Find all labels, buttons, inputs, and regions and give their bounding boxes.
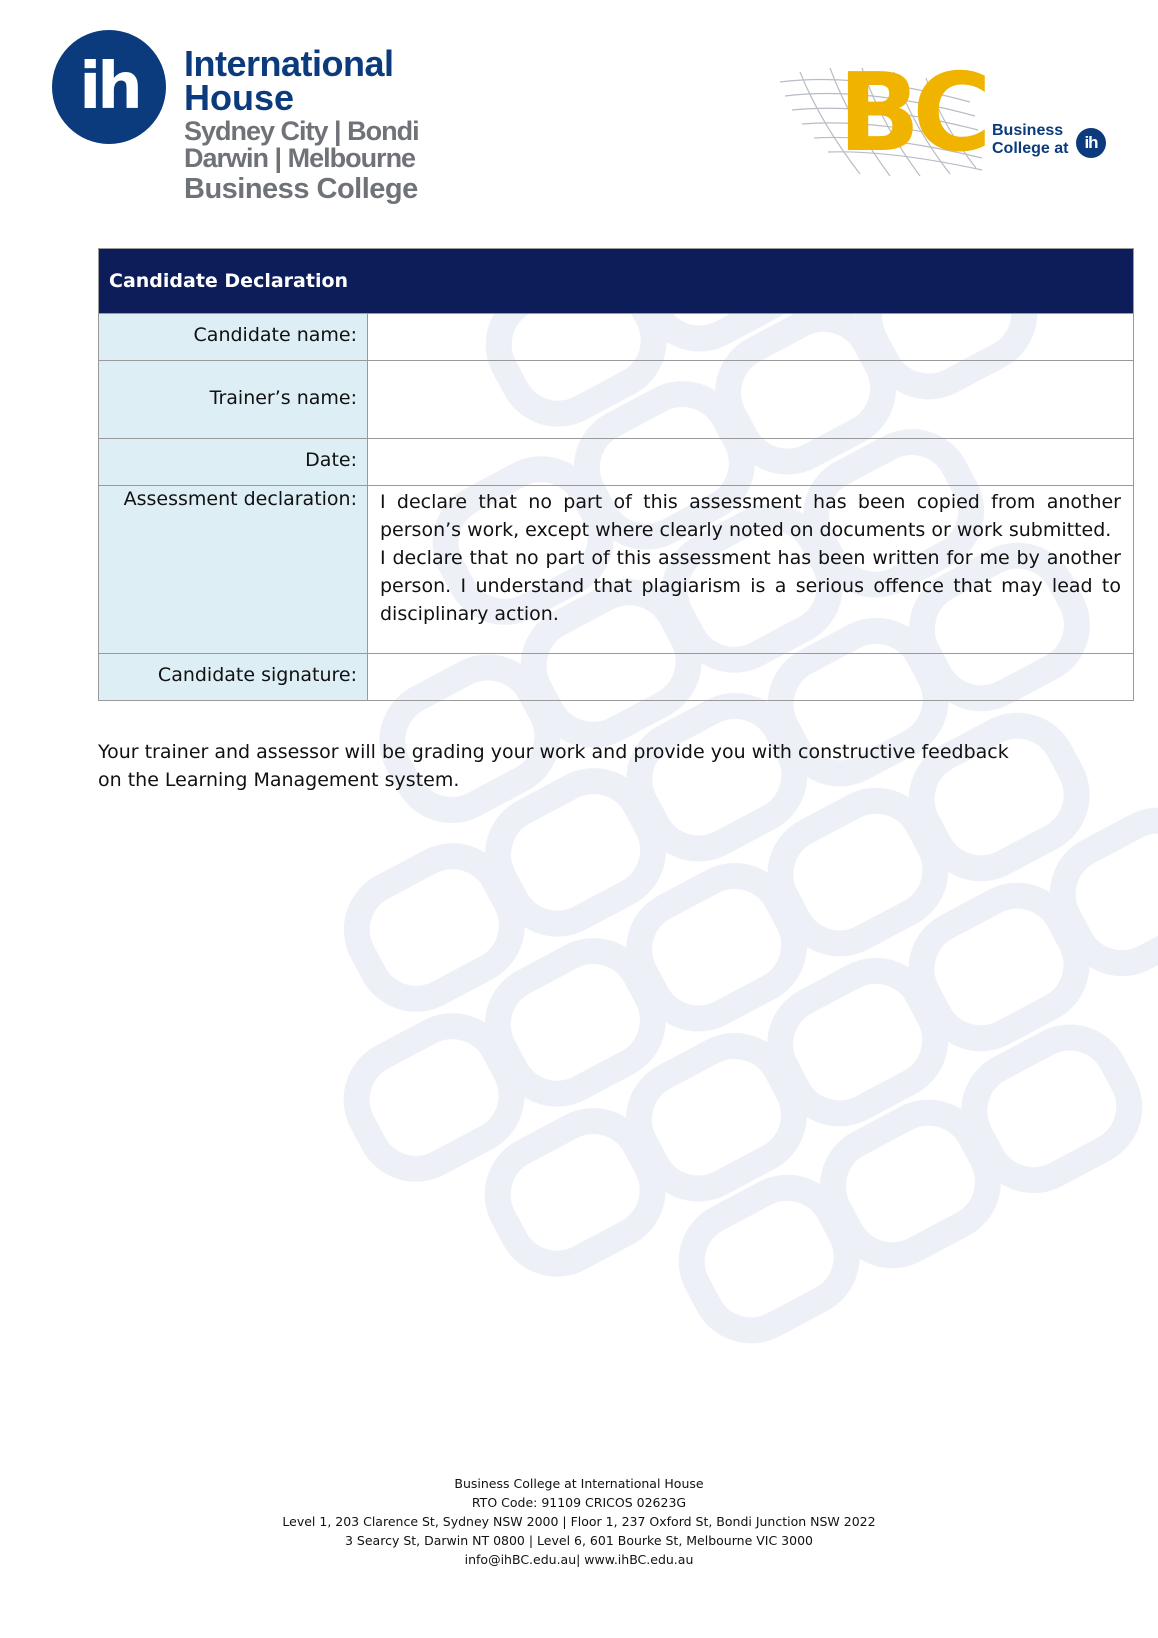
footer-line-rto: RTO Code: 91109 CRICOS 02623G	[471, 1495, 687, 1510]
bc-logo-caption	[992, 122, 1068, 157]
international-house-logo	[52, 30, 432, 215]
date-label: Date:	[99, 439, 368, 486]
trainer-name-label: Trainer’s name:	[99, 361, 368, 439]
feedback-note: Your trainer and assessor will be grading your work and provide you with constructive feedback on the Learning Management system.	[98, 741, 1009, 791]
business-college-logo	[770, 51, 1110, 182]
bc-logo-caption-line-1: Business	[992, 122, 1064, 139]
bc-logo-letters: BC	[838, 51, 984, 176]
bc-logo-ih-mark: ih	[1076, 128, 1106, 158]
assessment-declaration-label: Assessment declaration:	[99, 486, 368, 654]
trainer-name-field[interactable]	[368, 361, 1134, 439]
assessment-declaration-text	[368, 486, 1134, 654]
ih-logo-line-4: Darwin | Melbourne	[184, 143, 416, 173]
candidate-declaration-table	[98, 248, 1134, 701]
date-field[interactable]	[368, 439, 1134, 486]
ih-logo-line-5: Business College	[184, 173, 418, 205]
ih-logo-line-3: Sydney City | Bondi	[184, 116, 419, 146]
declaration-table-title: Candidate Declaration	[99, 249, 1134, 314]
footer-line-address-2: 3 Searcy St, Darwin NT 0800 | Level 6, 601 Bourke St, Melbourne VIC 3000	[345, 1533, 813, 1548]
declaration-paragraph-2: I declare that no part of this assessment has been written for me by another person. I understand that plagiarism is a serious offence that may lead to disciplinary action.	[380, 547, 1121, 625]
candidate-name-label: Candidate name:	[99, 314, 368, 361]
footer-line-address-1: Level 1, 203 Clarence St, Sydney NSW 2000 | Floor 1, 237 Oxford St, Bondi Junction NSW 2022	[282, 1514, 876, 1529]
candidate-name-field[interactable]	[368, 314, 1134, 361]
ih-logo-wordmark	[184, 43, 419, 205]
page-footer	[0, 1474, 1158, 1569]
candidate-signature-field[interactable]	[368, 654, 1134, 701]
ih-logo-line-2: House	[184, 77, 295, 118]
ih-logo-mark: ih	[52, 30, 166, 144]
bc-logo-caption-line-2: College at	[992, 139, 1069, 157]
ih-logo-line-1: International	[184, 43, 394, 84]
declaration-paragraph-1: I declare that no part of this assessment has been copied from another person’s work, except where clearly noted on documents or work submitted.	[380, 491, 1121, 541]
candidate-signature-label: Candidate signature:	[99, 654, 368, 701]
footer-line-college: Business College at International House	[454, 1476, 704, 1491]
footer-line-contact: info@ihBC.edu.au| www.ihBC.edu.au	[464, 1552, 694, 1567]
